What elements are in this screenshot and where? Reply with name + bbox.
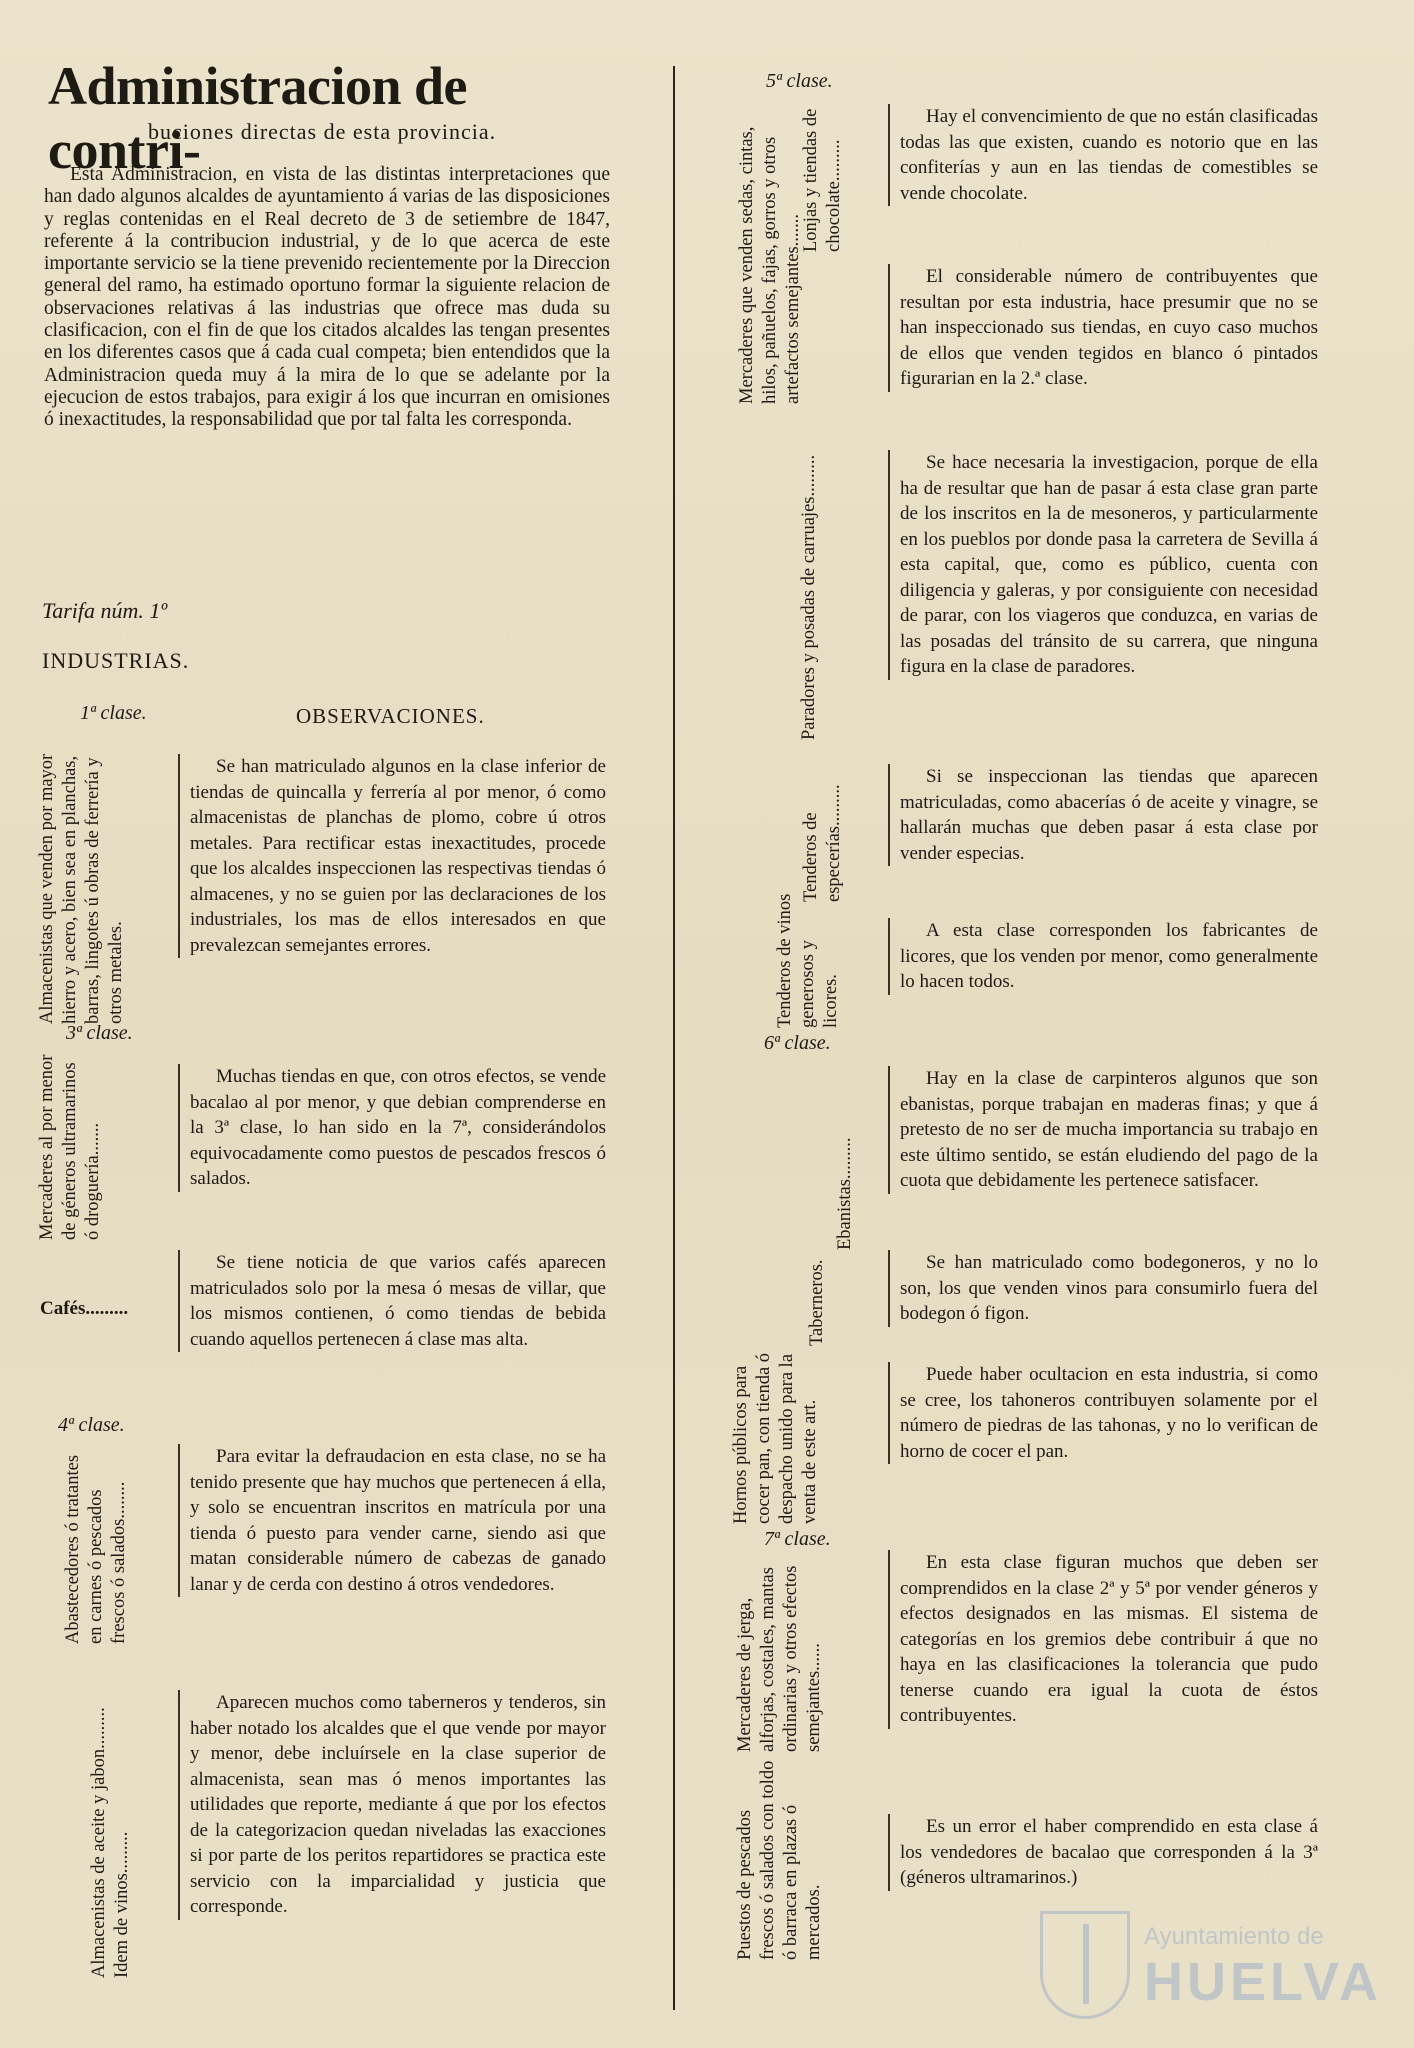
industry-label-lonjas: Lonjas y tiendas de chocolate......... [801,108,844,252]
industry-label-abastecedores: Abastecedores ó tratantes en carnes ó pescados frescos ó salados........ [63,1454,129,1644]
observation-ebanistas: Hay en la clase de carpinteros algunos que son ebanistas, porque trabajan en maderas finas; y que á pretesto de no ser de mucha importancia su trabajo en este último sentido, se están eludiendo del pago de la cuota que debidamente les pertenece satisfacer. [888,1066,1318,1194]
industry-label-tenderos-especerias: Tenderos de especerías......... [801,784,844,902]
observation-mercaderes-jerga: En esta clase figuran muchos que deben ser comprendidos en la clase 2ª y 5ª por vender géneros y efectos designados en las mismas. El sistema de categorías en los gremios debe contribuir á que no haya en las clasificaciones la tolerancia que pudo tenerse cuando era igual la cuota de éstos contribuyentes. [888,1550,1318,1729]
industrias-heading: INDUSTRIAS. [42,648,190,673]
observation-abastecedores: Para evitar la defraudacion en esta clase, no se ha tenido presente que hay muchos que pertenecen á ella, y solo se encuentran inscritos en matrícula por una tienda ó puesto para vender carne, siendo asi que matan considerable número de cabezas de ganado lanar y de cerda con destino á otros vendedores. [178,1444,606,1597]
coat-of-arms-icon [1040,1911,1130,2019]
industry-label-taberneros: Taberneros. [807,1259,827,1346]
page-title: Administracion de contri- [48,56,468,180]
class-label-5: 5ª clase. [766,70,833,92]
observation-tenderos-licores: A esta clase corresponden los fabricantes de licores, que los venden por menor, como generalmente lo hacen todos. [888,918,1318,995]
industry-label-hornos: Hornos públicos para cocer pan, con tienda ó despacho unido para la venta de este art. [731,1352,820,1524]
observation-tenderos-especerias: Si se inspeccionan las tiendas que aparecen matriculadas, como abacerías ó de aceite y vinagre, se hallarán muchas que deben pasar á esta clase por vender especias. [888,764,1318,866]
watermark-line2: HUELVA [1144,1952,1382,2012]
observaciones-heading: OBSERVACIONES. [296,704,485,728]
observation-mercaderes-ultramarinos: Muchas tiendas en que, con otros efectos, se vende bacalao al por menor, y que debian comprenderse en la 3ª clase, lo han sido en la 7ª, considerándolos equivocadamente como puestos de pescados frescos ó salados. [178,1064,606,1192]
industry-label-tenderos-licores: Tenderos de vinos generosos y licores. [775,893,841,1028]
class-label-3: 3ª clase. [66,1022,133,1044]
observation-almacenistas-hierro: Se han matriculado algunos en la clase inferior de tiendas de quincalla y ferrería al por menor, ó como almacenistas de planchas de plomo, cobre ú otros metales. Para rectificar estas inexactitudes, procede que los alcaldes inspeccionen las respectivas tiendas ó almacenes, y no se guien por las declaraciones de los industriales, los mas de ellos interesados en que prevalezcan semejantes errores. [178,754,606,958]
industry-label-almacenistas-hierro: Almacenistas que venden por mayor hierro y acero, bien sea en planchas, barras, lingotes ú obras de ferrería y otros metales. [37,753,126,1024]
industry-label-almacenistas-aceite: Almacenistas de aceite y jabon......... Idem de vinos......... [89,1707,132,1978]
watermark-line1: Ayuntamiento de [1144,1923,1324,1950]
intro-paragraph: Esta Administracion, en vista de las distintas interpretaciones que han dado algunos alcaldes de ayuntamiento á varias de las disposiciones y reglas contenidas en el Real decreto de 3 de setiembre de 1847, referente á la contribucion industrial, y de lo que acerca de este importante servicio se la tiene prevenido recientemente por la Direccion general del ramo, ha estimado oportuno formar la siguiente relacion de observaciones relativas á las industrias que ofrece mas duda su clasificacion, con el fin de que los citados alcaldes las tengan presentes en los diferentes casos que á cada cual competa; bien entendidos que la Administracion queda muy á la mira de lo que se adelante por la ejecucion de estos trabajos, para exigir á los que incurran en omisiones ó inexactitudes, la responsabilidad que por tal falta les corresponda. [44,164,610,431]
observation-paradores: Se hace necesaria la investigacion, porque de ella ha de resultar que han de pasar á esta clase gran parte de los inscritos en la de mesoneros, y particularmente en los pueblos por donde pasa la carretera de Sevilla á esta capital, que, como es público, cuenta con diligencia y galeras, y por consiguiente con necesidad de parar, con los viageros que conduzca, en varias de las posadas del tránsito de su carrera, que ninguna figura en la clase de paradores. [888,450,1318,680]
observation-taberneros: Se han matriculado como bodegoneros, y no lo son, los que venden vinos para consumirlo fuera del bodegon ó figon. [888,1250,1318,1327]
observation-puestos-pescados: Es un error el haber comprendido en esta clase á los vendedores de bacalao que corresponden á la 3ª (géneros ultramarinos.) [888,1814,1318,1891]
observation-cafes: Se tiene noticia de que varios cafés aparecen matriculados solo por la mesa ó mesas de villar, que los mismos contienen, ó como tiendas de bebida cuando aquellos pertenecen á clase mas alta. [178,1250,606,1352]
page-subtitle: buciones directas de esta provincia. [148,119,497,144]
class-label-7: 7ª clase. [764,1528,831,1550]
industry-label-paradores: Paradores y posadas de carruajes......... [799,454,819,740]
column-divider [673,66,675,2010]
industry-label-cafes: Cafés......... [40,1298,129,1319]
observation-lonjas: Hay el convencimiento de que no están clasificadas todas las que existen, cuando es notorio que en las confiterías y aun en las tiendas de comestibles se vende chocolate. [888,104,1318,206]
industry-label-puestos-pescados: Puestos de pescados frescos ó salados con toldo ó barraca en plazas ó mercados. [735,1760,824,1960]
observation-hornos: Puede haber ocultacion en esta industria, si como se cree, los tahoneros contribuyen solamente por el número de piedras de las tahonas, y no lo verifican de horno de cocer el pan. [888,1362,1318,1464]
tarifa-label: Tarifa núm. 1º [42,598,168,623]
observation-almacenistas-aceite: Aparecen muchos como taberneros y tenderos, sin haber notado los alcaldes que el que vende por mayor y menor, debe incluírsele en la clase superior de almacenista, sean mas ó menos importantes las utilidades que reporte, mediante á que por los efectos de la categorizacion quedan niveladas las exacciones si por parte de los peritos repartidores se practica este servicio con la imparcialidad y justicia que corresponde. [178,1690,606,1920]
class-label-4: 4ª clase. [58,1414,125,1436]
industry-label-ebanistas: Ebanistas......... [835,1137,855,1250]
industry-label-mercaderes-ultramarinos: Mercaderes al por menor de géneros ultramarinos ó droguería....... [37,1054,103,1240]
ayuntamiento-huelva-watermark [1040,1905,1400,2025]
observation-mercaderes-sedas: El considerable número de contribuyentes que resultan por esta industria, hace presumir que no se han inspeccionado sus tiendas, en cuyo caso muchos de ellos que venden tegidos en blanco ó pintados figurarian en la 2.ª clase. [888,264,1318,392]
industry-label-mercaderes-jerga: Mercaderes de jerga, alforjas, costales, mantas ordinarias y otros efectos semejantes...... [735,1565,824,1752]
class-label-6: 6ª clase. [764,1032,831,1054]
industry-label-mercaderes-sedas: Mercaderes que venden sedas, cintas, hilos, pañuelos, fajas, gorros y otros artefactos semejantes....... [737,126,803,404]
class-label-1: 1ª clase. [80,702,147,724]
